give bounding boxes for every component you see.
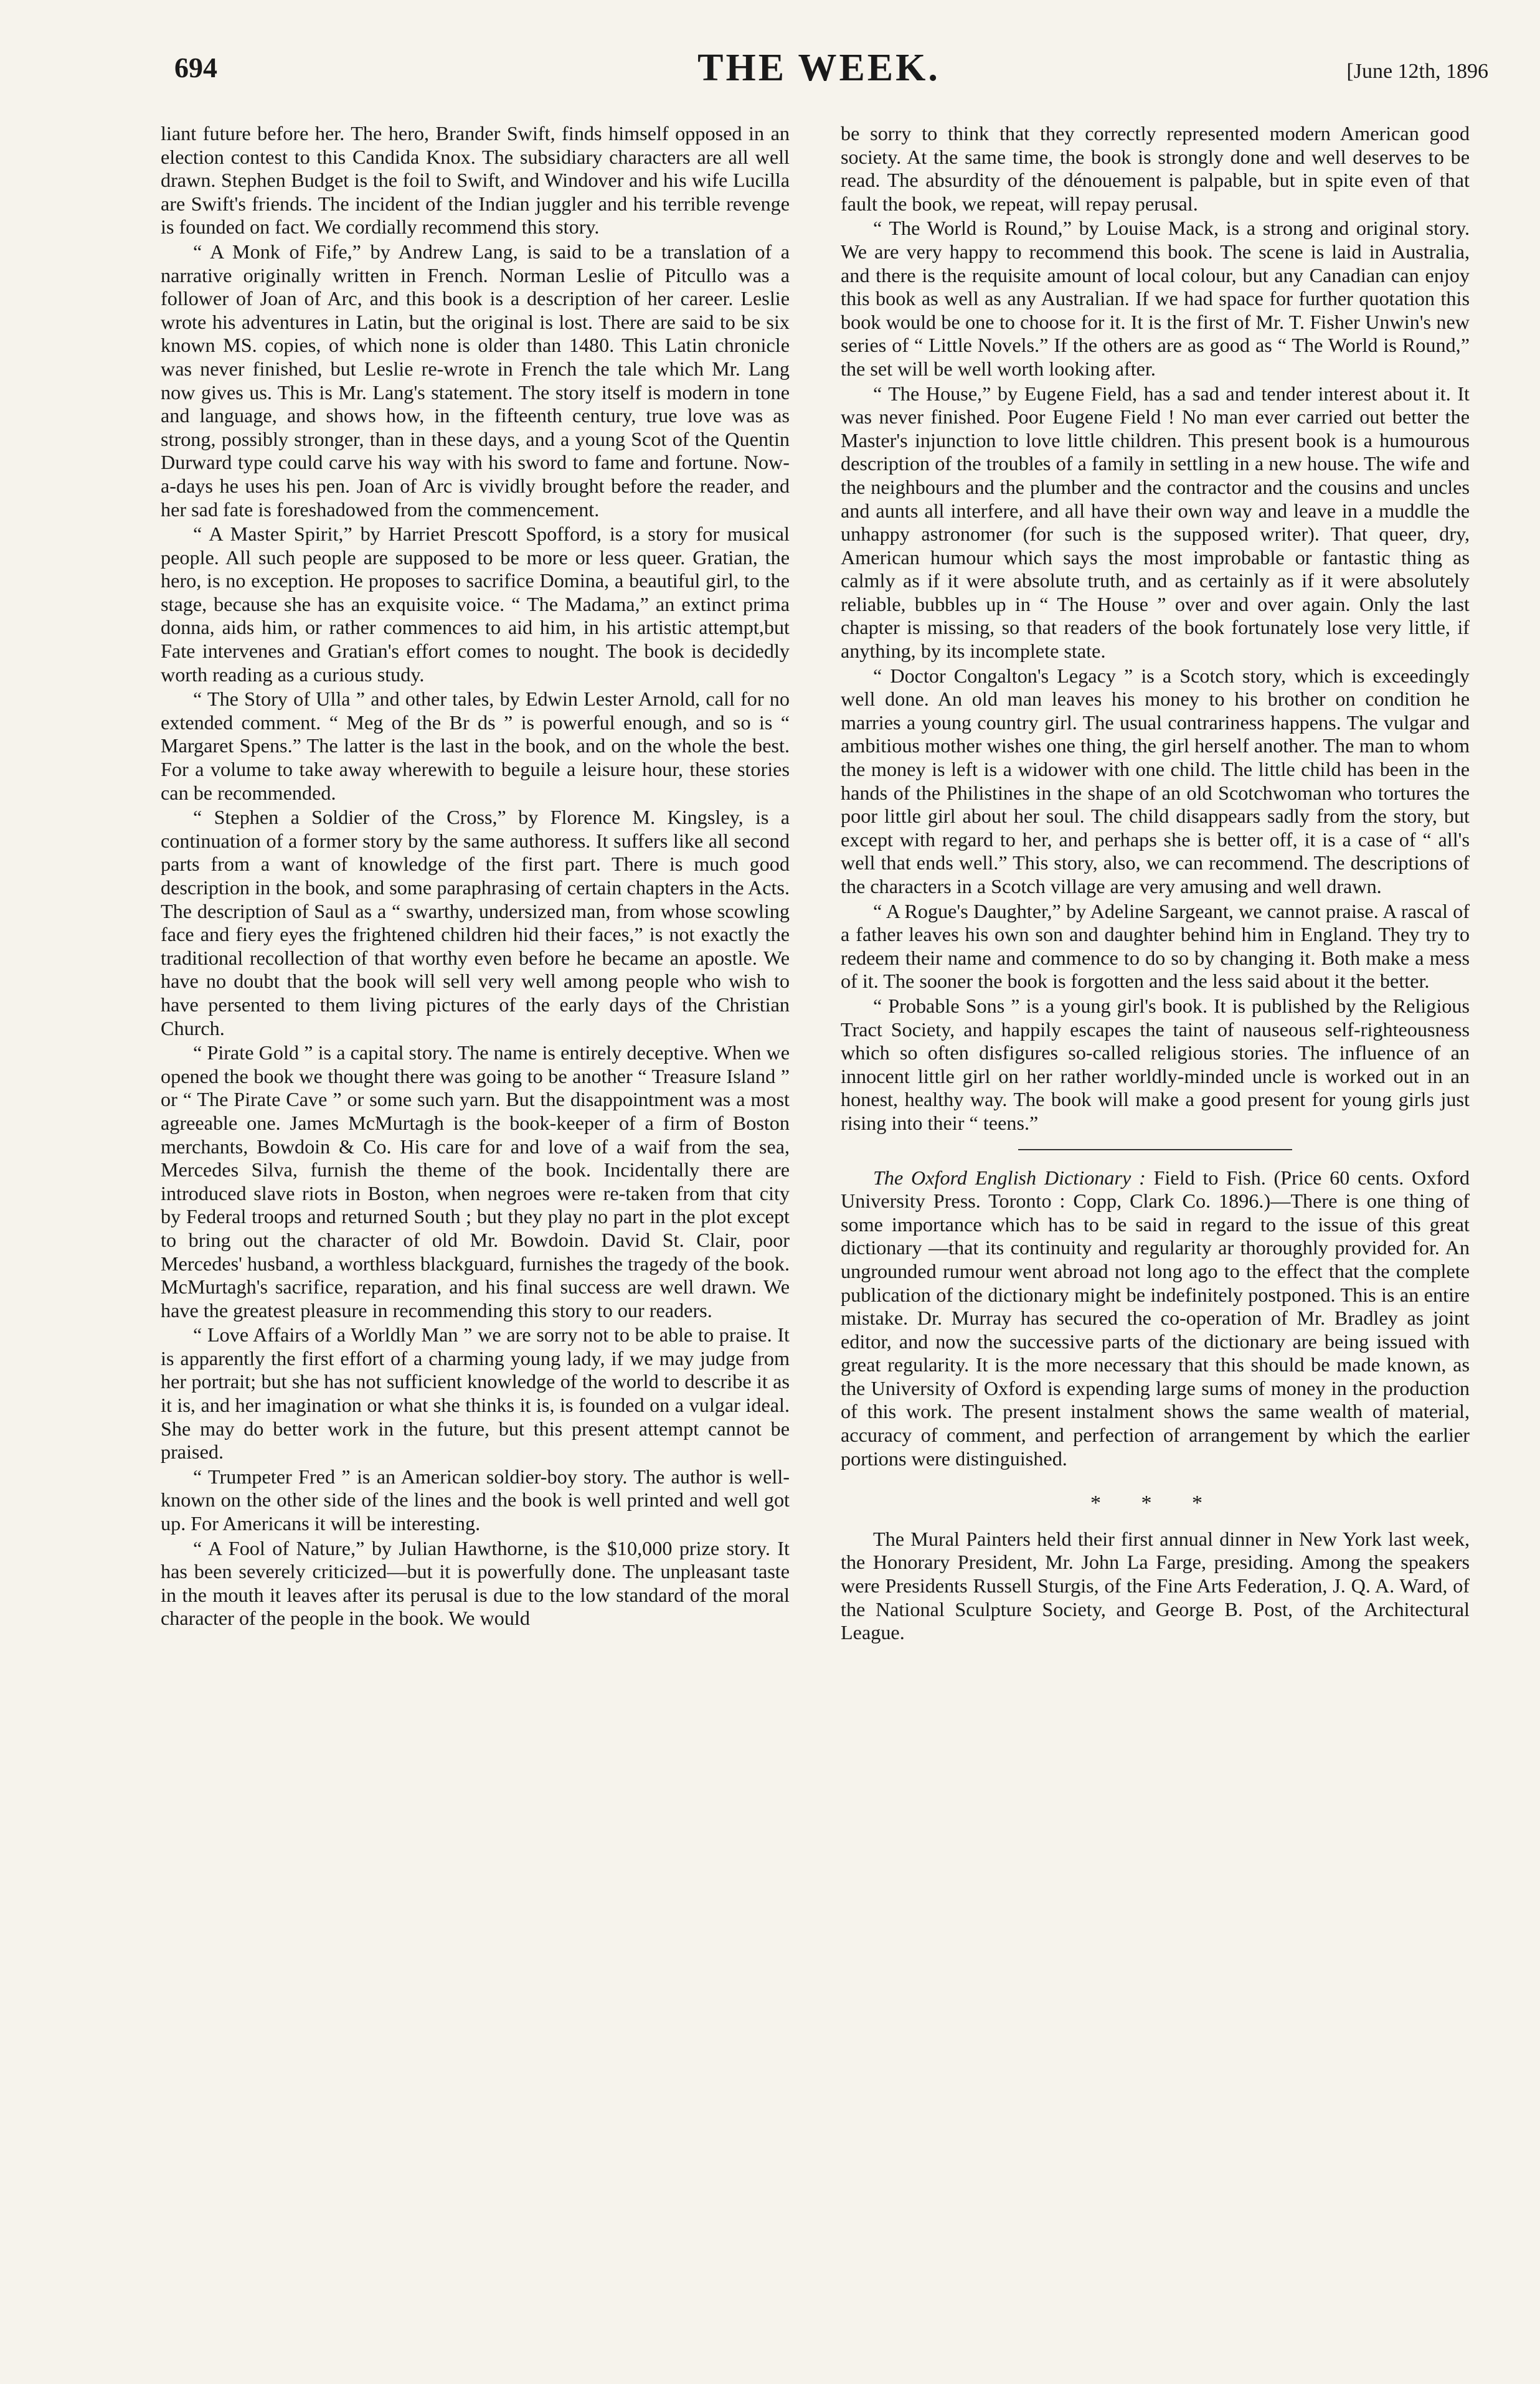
- dictionary-paragraph: [841, 1166, 1470, 1471]
- review-paragraph: “ Love Affairs of a Worldly Man ” we are sorry not to be able to praise. It is apparently the first effort of a charming young lady, if we may judge from her portrait; but she has not sufficient knowledge of the world to describe it as it is, and her imagination or what she thinks it is, is founded on a vulgar ideal. She may do better work in the future, but this present attempt cannot be praised.: [161, 1323, 790, 1464]
- review-paragraph: “ Stephen a Soldier of the Cross,” by Florence M. Kingsley, is a continuation of a former story by the same authoress. It suffers like all second parts from a want of knowledge of the first part. There is much good description in the book, and some paraphrasing of certain chapters in the Acts. The description of Saul as a “ swarthy, undersized man, from whose scowling face and fiery eyes the frightened children hid their faces,” is not exactly the traditional recollection of that worthy even before he became an apostle. We have no doubt that the book will sell very well among people who wish to have persented to them living pictures of the early days of the Christian Church.: [161, 806, 790, 1039]
- review-paragraph: “ Trumpeter Fred ” is an American soldier-boy story. The author is well-known on the other side of the lines and the book is well printed and well got up. For Americans it will be interesting.: [161, 1465, 790, 1535]
- review-paragraph: “ A Master Spirit,” by Harriet Prescott Spofford, is a story for musical people. All such people are supposed to be more or less queer. Gratian, the hero, is no exception. He proposes to sacrifice Domina, a beautiful girl, to the stage, because she has an exquisite voice. “ The Madama,” an extinct prima donna, aids him, or rather commences to aid him, in his artistic attempt,but Fate intervenes and Gratian's effort comes to nought. The book is decidedly worth reading as a curious study.: [161, 523, 790, 686]
- mural-painters-note: The Mural Painters held their first annual dinner in New York last week, the Honorary President, Mr. John La Farge, presiding. Among the speakers were Presidents Russell Sturgis, of the Fine Arts Federation, J. Q. A. Ward, of the National Sculpture Society, and George B. Post, of the Architectural League.: [841, 1527, 1470, 1644]
- dictionary-title: The Oxford English Dictionary :: [873, 1166, 1146, 1189]
- review-paragraph: “ Probable Sons ” is a young girl's book. It is published by the Religious Tract Society, and happily escapes the taint of nauseous self-righteousness which so often disfigures so-called religious stories. The influence of an innocent little girl on her rather worldly-minded uncle is worked out in an honest, healthy way. The book will make a good present for young girls just rising into their “ teens.”: [841, 994, 1470, 1134]
- section-rule: [1018, 1149, 1292, 1150]
- dictionary-notice: [841, 1166, 1470, 1471]
- page-number: 694: [174, 52, 217, 83]
- review-paragraph: “ The Story of Ulla ” and other tales, by Edwin Lester Arnold, call for no extended comment. “ Meg of the Br ds ” is powerful enough, and so is “ Margaret Spens.” The latter is the last in the book, and on the whole the best. For a volume to take away wherewith to beguile a leisure hour, these stories can be recommended.: [161, 688, 790, 804]
- review-paragraph: “ The House,” by Eugene Field, has a sad and tender interest about it. It was never finished. Poor Eugene Field ! No man ever carried out better the Master's injunction to love little children. This present book is a humourous description of the troubles of a family in settling in a new house. The wife and the neighbours and the plumber and the contractor and the cousins and uncles and aunts all interfere, and all have their own way and leave in a muddle the unhappy astronomer (for such is the supposed writer). That queer, dry, American humour which says the most improbable or fantastic thing as calmly as if it were absolute truth, and as certainly as if it were absolutely reliable, bubbles up in “ The House ” over and over again. Only the last chapter is missing, so that readers of the book fortunately lose very little, if anything, by its incomplete state.: [841, 382, 1470, 663]
- issue-date: [June 12th, 1896: [1346, 60, 1488, 83]
- review-paragraph: “ The World is Round,” by Louise Mack, is a strong and original story. We are very happy to recommend this book. The scene is laid in Australia, and there is the requisite amount of local colour, but any Canadian can enjoy this book as well as any Australian. If we had space for further quotation this book would be one to choose for it. It is the first of Mr. T. Fisher Unwin's new series of “ Little Novels.” If the others are as good as “ The World is Round,” the set will be well worth looking after.: [841, 217, 1470, 380]
- dictionary-body: Field to Fish. (Price 60 cents. Oxford University Press. Toronto : Copp, Clark Co. 1896.)—There is one thing of some importance which has to be said in regard to the issue of this great dictionary —that its continuity and regularity ar thoroughly provided for. An ungrounded rumour went abroad not long ago to the effect that the complete publication of the dictionary might be indefinitely postponed. This is an entire mistake. Dr. Murray has secured the co-operation of Mr. Bradley as joint editor, and now the successive parts of the dictionary are being issued with great regularity. It is the more necessary that this should be made known, as the University of Oxford is expending large sums of money in the production of this work. The present instalment shows the same wealth of material, accuracy of comment, and perfection of arrangement by which the earlier portions were distinguished.: [841, 1166, 1470, 1470]
- left-column: [161, 122, 790, 1630]
- masthead: THE WEEK.: [697, 47, 940, 89]
- review-paragraph: liant future before her. The hero, Brander Swift, finds himself opposed in an election contest to this Candida Knox. The subsidiary characters are all well drawn. Stephen Budget is the foil to Swift, and Windover and his wife Lucilla are Swift's friends. The incident of the Indian juggler and his terrible revenge is founded on fact. We cordially recommend this story.: [161, 122, 790, 239]
- review-paragraph: “ A Monk of Fife,” by Andrew Lang, is said to be a translation of a narrative originally written in French. Norman Leslie of Pitcullo was a follower of Joan of Arc, and this book is a description of her career. Leslie wrote his adventures in Latin, but the original is lost. There are said to be six known MS. copies, of which none is older than 1480. This Latin chronicle was never finished, but Leslie re-wrote in French the tale which Mr. Lang now gives us. This is Mr. Lang's statement. The story itself is modern in tone and language, and shows how, in the fifteenth century, true love was as strong, possibly stronger, than in these days, and a young Scot of the Quentin Durward type could carve his way with his sword to fame and fortune. Now-a-days he uses his pen. Joan of Arc is vividly brought before the reader, and her sad fate is foreshadowed from the commencement.: [161, 240, 790, 521]
- right-column: [841, 122, 1470, 1645]
- section-separator: * * *: [1090, 1492, 1220, 1515]
- review-paragraph: “ Doctor Congalton's Legacy ” is a Scotch story, which is exceedingly well done. An old man leaves his money to his brother on condition he marries a young country girl. The usual contrariness happens. The vulgar and ambitious mother wishes one thing, the girl herself another. The man to whom the money is left is a widower with one child. The little child has been in the hands of the Philistines in the shape of an old Scotchwoman who tortures the poor little girl about her soul. The child disappears sadly from the story, but except with regard to her, and perhaps she is better off, it is a case of “ all's well that ends well.” This story, also, we can recommend. The descriptions of the characters in a Scotch village are very amusing and well drawn.: [841, 664, 1470, 897]
- review-paragraph: “ Pirate Gold ” is a capital story. The name is entirely deceptive. When we opened the book we thought there was going to be another “ Treasure Island ” or “ The Pirate Cave ” or some such yarn. But the disappointment was a most agreeable one. James McMurtagh is the book-keeper of a firm of Boston merchants, Bowdoin & Co. His care for and love of a waif from the sea, Mercedes Silva, furnish the theme of the book. Incidentally there are introduced slave riots in Boston, when negroes were re-taken from that city by Federal troops and returned South ; but they play no part in the plot except to bring out the character of old Mr. Bowdoin. David St. Clair, poor Mercedes' husband, a worthless blackguard, furnishes the tragedy of the book. McMurtagh's sacrifice, reparation, and his final success are well drawn. We have the greatest pleasure in recommending this story to our readers.: [161, 1041, 790, 1322]
- page-header: [149, 47, 1488, 101]
- review-paragraph: “ A Rogue's Daughter,” by Adeline Sargeant, we cannot praise. A rascal of a father leaves his own son and daughter behind him in England. They try to redeem their name and commence to do so by changing it. Both make a mess of it. The sooner the book is forgotten and the less said about it the better.: [841, 899, 1470, 993]
- review-paragraph: “ A Fool of Nature,” by Julian Hawthorne, is the $10,000 prize story. It has been severely criticized—but it is powerfully done. The unpleasant taste in the mouth it leaves after its perusal is due to the low standard of the moral character of the people in the book. We would: [161, 1536, 790, 1630]
- review-paragraph: be sorry to think that they correctly represented modern American good society. At the same time, the book is strongly done and well deserves to be read. The absurdity of the dénouement is palpable, but in spite even of that fault the book, we repeat, will repay perusal.: [841, 122, 1470, 215]
